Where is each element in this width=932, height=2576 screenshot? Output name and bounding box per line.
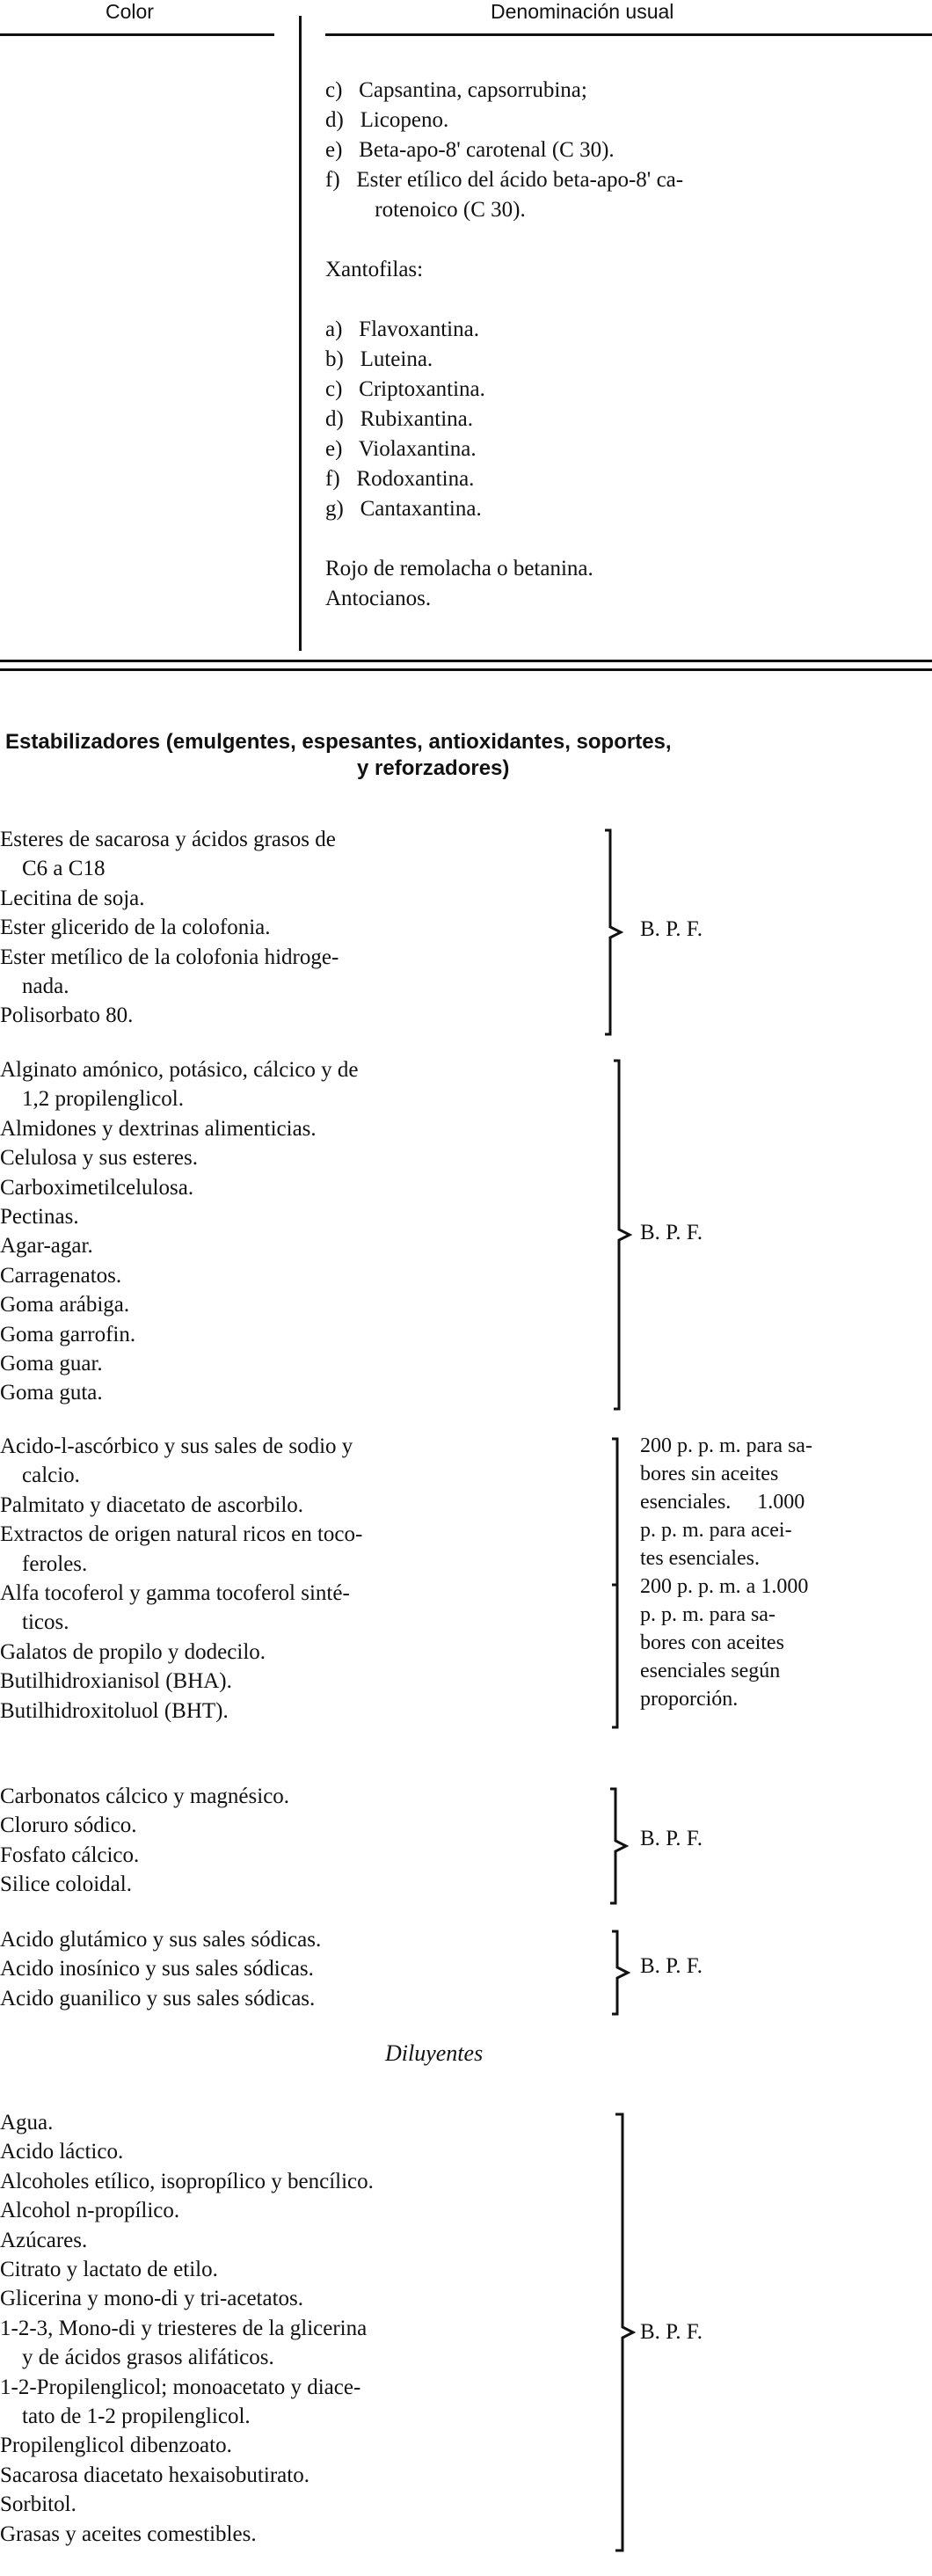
brace-group-2 xyxy=(610,1059,637,1411)
stabilizer-item: Fosfato cálcico. xyxy=(0,1843,140,1867)
diluent-item: y de ácidos grasos alifáticos. xyxy=(0,2346,274,2370)
diluent-item: Azúcares. xyxy=(0,2228,88,2252)
diluent-item: 1-2-Propilenglicol; monoacetato y diace- xyxy=(0,2375,361,2399)
dosage-note-line: proporción. xyxy=(640,1688,739,1711)
brace-group-3b xyxy=(610,1583,628,1729)
antioxidant-item: feroles. xyxy=(0,1551,88,1576)
stabilizer-item: Carbonatos cálcico y magnésico. xyxy=(0,1784,290,1808)
dosage-note-line: 200 p. p. m. a 1.000 xyxy=(640,1575,809,1598)
stabilizer-item: Ester glicerido de la colofonia. xyxy=(0,916,271,940)
color-list-item: f) Rodoxantina. xyxy=(325,467,475,491)
dosage-note-line: bores sin aceites xyxy=(640,1463,779,1485)
diluent-item: Propilenglicol dibenzoato. xyxy=(0,2434,232,2458)
stabilizer-item: nada. xyxy=(0,974,69,998)
stabilizer-item: Goma guta. xyxy=(0,1381,103,1405)
color-list-item: d) Rubixantina. xyxy=(325,407,474,431)
stabilizer-item: Lecitina de soja. xyxy=(0,886,145,910)
column-header-color: Color xyxy=(106,0,154,23)
color-list-item: e) Beta-apo-8' carotenal (C 30). xyxy=(325,138,615,162)
flavor-enhancer-item: Acido inosínico y sus sales sódicas. xyxy=(0,1957,314,1981)
diluent-item: Agua. xyxy=(0,2111,54,2135)
flavor-enhancer-item: Acido guanilico y sus sales sódicas. xyxy=(0,1986,316,2010)
stabilizer-item: Pectinas. xyxy=(0,1205,79,1229)
stabilizer-item: Goma arábiga. xyxy=(0,1293,130,1317)
brace-group-3a xyxy=(610,1437,628,1587)
color-list-item: e) Violaxantina. xyxy=(325,437,477,461)
diluent-item: Alcohol n-propílico. xyxy=(0,2199,180,2223)
flavor-enhancer-item: Acido glutámico y sus sales sódicas. xyxy=(0,1928,322,1952)
diluent-item: 1-2-3, Mono-di y triesteres de la glicerina xyxy=(0,2316,368,2340)
diluent-item: Grasas y aceites comestibles. xyxy=(0,2521,257,2546)
antioxidant-item: Palmitato y diacetato de ascorbilo. xyxy=(0,1492,304,1517)
color-list-item: Rojo de remolacha o betanina. xyxy=(325,557,593,580)
stabilizers-title-line1: Estabilizadores (emulgentes, espesantes, antioxidantes, soportes, xyxy=(5,730,672,754)
antioxidant-item: Butilhidroxianisol (BHA). xyxy=(0,1669,232,1694)
label-group-1: B. P. F. xyxy=(640,917,703,941)
column-divider xyxy=(299,16,302,651)
color-list-item: Xantofilas: xyxy=(325,258,424,281)
antioxidant-item: Butilhidroxitoluol (BHT). xyxy=(0,1698,229,1723)
diluent-item: Alcoholes etílico, isopropílico y bencílico. xyxy=(0,2169,374,2193)
stabilizer-item: 1,2 propilenglicol. xyxy=(0,1087,184,1112)
header-rule-right xyxy=(325,33,932,36)
brace-group-1 xyxy=(601,828,628,1036)
dosage-note-line: bores con aceites xyxy=(640,1631,784,1654)
stabilizer-item: Carragenatos. xyxy=(0,1263,122,1288)
brace-diluents xyxy=(614,2113,640,2552)
diluent-item: Sacarosa diacetato hexaisobutirato. xyxy=(0,2463,309,2487)
color-list-item: Antocianos. xyxy=(325,587,432,610)
stabilizer-item: Carboximetilcelulosa. xyxy=(0,1175,194,1200)
stabilizer-item: Almidones y dextrinas alimenticias. xyxy=(0,1116,317,1141)
diluent-item: Sorbitol. xyxy=(0,2492,76,2517)
dosage-note-line: p. p. m. para sa- xyxy=(640,1603,775,1626)
dosage-note-line: 200 p. p. m. para sa- xyxy=(640,1434,812,1457)
stabilizer-item: Ester metílico de la colofonia hidroge- xyxy=(0,945,339,969)
stabilizer-item: Silice coloidal. xyxy=(0,1872,132,1897)
color-list-item: c) Criptoxantina. xyxy=(325,377,485,401)
label-group-4: B. P. F. xyxy=(640,1827,703,1850)
stabilizer-item: C6 a C18 xyxy=(0,857,106,881)
stabilizer-item: Goma guar. xyxy=(0,1352,103,1376)
double-rule-bottom xyxy=(0,668,932,671)
brace-group-4 xyxy=(608,1787,633,1905)
dosage-note-line: p. p. m. para acei- xyxy=(640,1519,792,1542)
dosage-note-line: tes esenciales. xyxy=(640,1547,760,1570)
color-list-item: rotenoico (C 30). xyxy=(325,198,526,222)
antioxidant-item: Extractos de origen natural ricos en toco- xyxy=(0,1522,363,1547)
antioxidant-item: Alfa tocoferol y gamma tocoferol sinté- xyxy=(0,1581,350,1605)
diluent-item: Glicerina y mono-di y tri-acetatos. xyxy=(0,2287,304,2311)
brace-group-5 xyxy=(610,1930,635,2016)
antioxidant-item: Acido-l-ascórbico y sus sales de sodio y xyxy=(0,1434,353,1458)
diluent-item: Acido láctico. xyxy=(0,2140,124,2164)
stabilizer-item: Goma garrofin. xyxy=(0,1322,136,1346)
stabilizer-item: Cloruro sódico. xyxy=(0,1813,137,1838)
stabilizer-item: Alginato amónico, potásico, cálcico y de xyxy=(0,1058,359,1082)
stabilizer-item: Polisorbato 80. xyxy=(0,1003,134,1028)
column-header-usual-name: Denominación usual xyxy=(491,0,674,23)
label-group-2: B. P. F. xyxy=(640,1221,703,1244)
color-list-item: g) Cantaxantina. xyxy=(325,497,482,521)
header-rule-left xyxy=(0,33,274,36)
diluent-item: tato de 1-2 propilenglicol. xyxy=(0,2405,251,2428)
color-list-item: b) Luteina. xyxy=(325,347,433,371)
dosage-note-line: esenciales. 1.000 xyxy=(640,1491,805,1514)
antioxidant-item: ticos. xyxy=(0,1610,69,1635)
color-list-item: a) Flavoxantina. xyxy=(325,317,479,341)
stabilizer-item: Celulosa y sus esteres. xyxy=(0,1146,198,1171)
label-group-5: B. P. F. xyxy=(640,1954,703,1978)
antioxidant-item: Galatos de propilo y dodecilo. xyxy=(0,1639,266,1664)
diluents-title: Diluyentes xyxy=(385,2040,484,2066)
label-diluents: B. P. F. xyxy=(640,2320,703,2344)
color-list-item: f) Ester etílico del ácido beta-apo-8' ca- xyxy=(325,168,684,192)
stabilizers-title-line2: y reforzadores) xyxy=(357,756,510,780)
color-list-item: c) Capsantina, capsorrubina; xyxy=(325,78,587,102)
antioxidant-item: calcio. xyxy=(0,1463,80,1488)
stabilizer-item: Agar-agar. xyxy=(0,1234,93,1259)
diluent-item: Citrato y lactato de etilo. xyxy=(0,2258,218,2281)
dosage-note-line: esenciales según xyxy=(640,1660,781,1682)
color-list-item: d) Licopeno. xyxy=(325,108,449,132)
double-rule-top xyxy=(0,660,932,662)
stabilizer-item: Esteres de sacarosa y ácidos grasos de xyxy=(0,828,336,851)
